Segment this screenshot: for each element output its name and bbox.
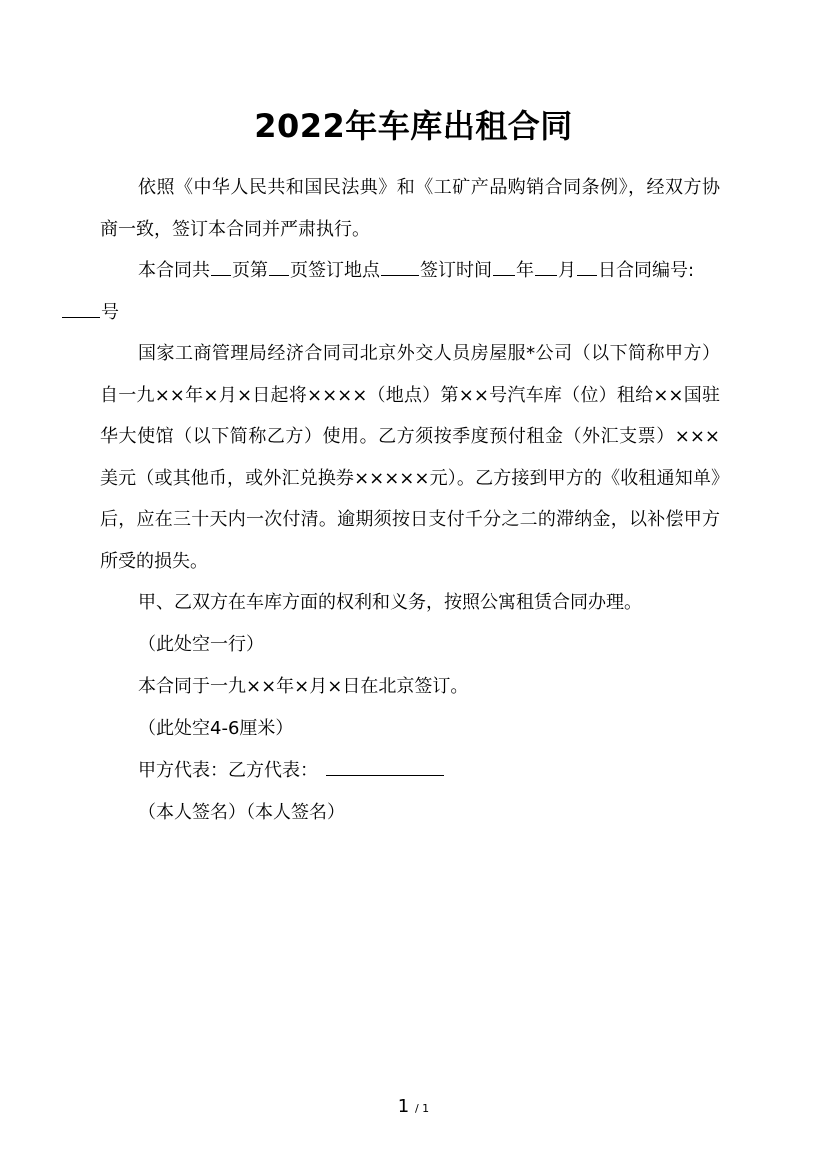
text-segment: 号 <box>101 301 119 323</box>
text-segment: 月 <box>558 260 576 281</box>
signature-blank <box>326 755 444 776</box>
note-blank-line: （此处空一行） <box>138 634 264 655</box>
text-segment: 签订时间 <box>420 260 492 281</box>
text-segment: 年 <box>516 260 534 281</box>
page-footer <box>0 1094 827 1122</box>
text-segment: 本合同共 <box>138 260 210 281</box>
fill-in-blank <box>493 257 515 276</box>
text-segment: 日合同编号: <box>598 260 695 281</box>
fill-in-blank <box>269 257 289 276</box>
fill-in-blank <box>577 257 597 276</box>
fill-in-blank <box>535 257 557 276</box>
text-segment: 页第 <box>232 260 268 281</box>
signatures-line: （本人签名）（本人签名） <box>138 802 345 823</box>
fill-in-blank <box>211 257 231 276</box>
fill-in-blank <box>381 257 419 276</box>
text-segment: 页签订地点 <box>290 260 380 281</box>
representatives-label: 甲方代表：乙方代表： <box>138 760 318 781</box>
paragraph-contract-info <box>100 250 720 333</box>
paragraph-terms: 国家工商管理局经济合同司北京外交人员房屋服*公司（以下简称甲方）自一九××年×月×日起将××××（地点）第××号汽车库（位）租给××国驻华大使馆（以下简称乙方）使用。乙方须按季度预付租金（外汇支票）×××美元（或其他币，或外汇兑换券×××××元）。乙方接到甲方的《收租通知单》后，应在三十天内一次付清。逾期须按日支付千分之二的滞纳金，以补偿甲方所受的损失。 <box>100 343 720 572</box>
page-number: 1 <box>397 1096 410 1117</box>
paragraph-rights: 甲、乙双方在车库方面的权利和义务，按照公寓租赁合同办理。 <box>138 592 642 613</box>
fill-in-blank <box>62 299 100 318</box>
page-total: / 1 <box>414 1102 430 1115</box>
note-blank-space: （此处空4-6厘米） <box>138 718 294 739</box>
document-title: 2022年车库出租合同 <box>254 107 573 145</box>
representatives-line <box>138 750 444 792</box>
paragraph-preamble: 依照《中华人民共和国民法典》和《工矿产品购销合同条例》，经双方协商一致，签订本合同并严肃执行。 <box>100 177 720 240</box>
signing-statement: 本合同于一九××年×月×日在北京签订。 <box>138 676 469 697</box>
